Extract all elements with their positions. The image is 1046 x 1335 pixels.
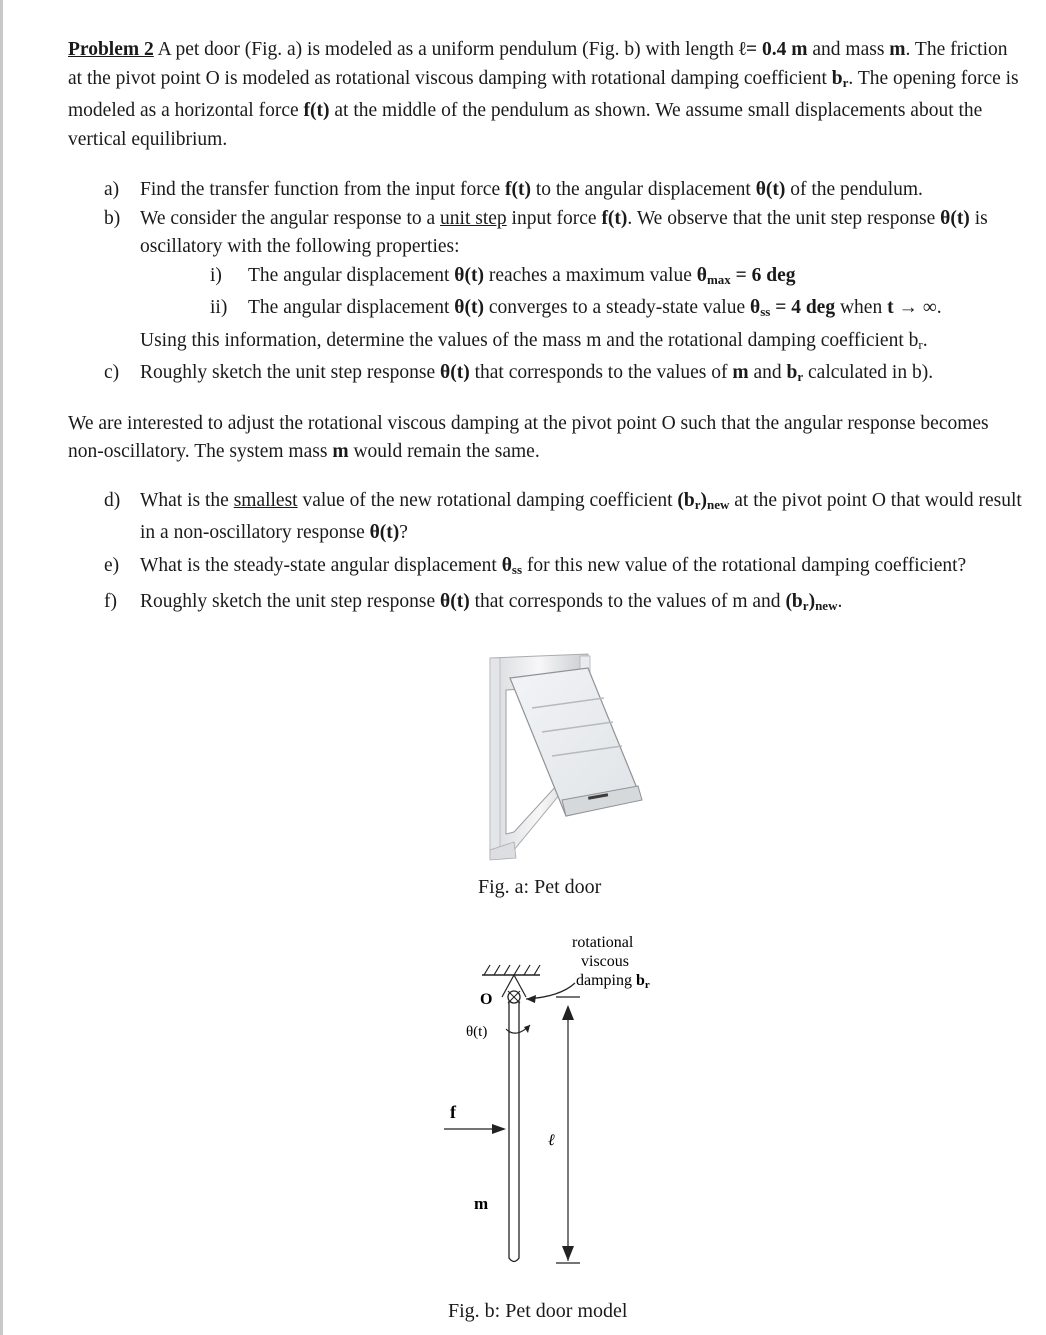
problem-intro [68, 36, 1026, 154]
damping-label-line3: damping br [576, 972, 650, 991]
part-d: d) What is the smallest value of the new rotational damping coefficient $(b_r)_{new}$ at the pivot point O that would result in a non-oscillatory response θ(t)? [68, 487, 1026, 548]
part-b-i: i) The angular displacement θ(t) reaches a maximum value $\theta_{max} = 6$ deg [68, 262, 1026, 295]
part-b-i-label: i) [210, 264, 222, 286]
part-c: c) Roughly sketch the unit step response θ(t) that corresponds to the values of m and $b_r$ calculated in b). [68, 359, 1026, 392]
question-list-2 [68, 487, 1026, 621]
pendulum-diagram [430, 925, 690, 1275]
part-f: f) Roughly sketch the unit step response θ(t) that corresponds to the values of m and $(b_r)_{new}$. [68, 588, 1026, 621]
theta-label: θ(t) [466, 1024, 488, 1040]
intro-text: . The friction at the pivot point O is modeled as rotational viscous damping with rotational damping coefficient [68, 39, 1008, 89]
damping-label-line1: rotational [572, 934, 634, 951]
interlude-paragraph: We are interested to adjust the rotational viscous damping at the pivot point O such that the angular response becomes non-oscillatory. The system mass m would remain the same. [68, 412, 989, 462]
part-f-label: f) [104, 591, 117, 612]
problem-text [68, 36, 1026, 621]
part-b-label: b) [104, 207, 121, 229]
question-list-1 [68, 176, 1026, 392]
part-d-label: d) [104, 489, 121, 511]
pet-door-photo [476, 650, 646, 862]
part-e: e) What is the steady-state angular displacement $\theta_{ss}$ for this new value of the rotational damping coefficient? [68, 552, 1026, 585]
intro-text: . The opening force is modeled as a horizontal force [68, 67, 1019, 121]
part-b-closing: Using this information, determine the values of the mass m and the rotational damping coefficient $b_r$. [140, 329, 928, 352]
damping-label-line2: viscous [581, 953, 629, 970]
pivot-label: O [480, 991, 493, 1008]
unit-step-underlined: unit step [440, 207, 507, 229]
fig-b-caption: Fig. b: Pet door model [448, 1300, 628, 1322]
part-b-ii-label: ii) [210, 297, 228, 318]
intro-text: A pet door (Fig. a) is modeled as a uniform pendulum (Fig. b) with length [153, 39, 739, 60]
damping-symbol: b [831, 67, 843, 89]
length-symbol: ℓ [738, 39, 747, 60]
ceiling-hatch [484, 965, 540, 975]
force-symbol: f(t) [303, 100, 330, 121]
mass-symbol: m [889, 39, 906, 60]
part-a: a) Find the transfer function from the input force f(t) to the angular displacement θ(t) of the pendulum. [68, 176, 1026, 205]
fig-a-caption: Fig. a: Pet door [478, 876, 602, 898]
smallest-underlined: smallest [233, 489, 298, 511]
length-value: = 0.4 m [746, 39, 808, 60]
pendulum-rod [509, 1001, 519, 1262]
part-e-label: e) [104, 554, 120, 576]
intro-text: and mass [807, 39, 890, 60]
length-label: ℓ [548, 1132, 555, 1149]
mass-label: m [474, 1194, 489, 1213]
part-b: b) We consider the angular response to a unit step input force f(t). We observe that the unit step response θ(t) is oscillatory with the following properties: [68, 205, 1026, 262]
part-a-label: a) [104, 179, 120, 200]
part-b-ii: ii) The angular displacement θ(t) converges to a steady-state value $\theta_{ss} = 4$ deg when t → ∞. [68, 294, 1026, 327]
intro-text: at the middle of the pendulum as shown. We assume small displacements about the vertical equilibrium. [68, 100, 983, 150]
problem-title: Problem 2 [68, 39, 154, 60]
force-label: f [450, 1102, 456, 1122]
damping-subscript: r [842, 74, 849, 90]
page-left-border [0, 0, 3, 1335]
part-c-label: c) [104, 362, 120, 383]
